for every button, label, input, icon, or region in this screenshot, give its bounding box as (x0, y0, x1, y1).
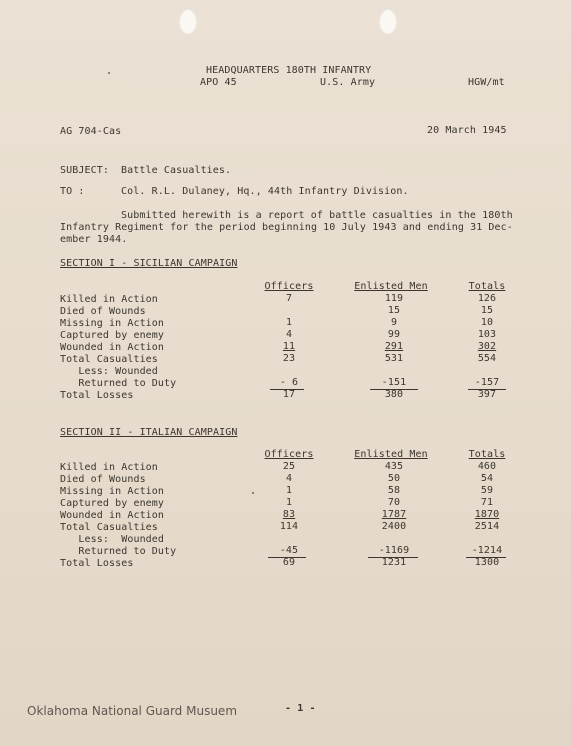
row-label: Killed in Action (60, 462, 158, 473)
cell-officers: 23 (282, 353, 296, 364)
cell-totals: 2514 (474, 521, 500, 532)
cell-enlisted: 380 (384, 389, 404, 400)
cell-totals: 71 (480, 497, 494, 508)
column-header-enlisted: Enlisted Men (354, 281, 428, 292)
punch-hole-right (379, 8, 397, 34)
row-label: Wounded in Action (60, 342, 165, 353)
cell-totals: 54 (480, 473, 494, 484)
cell-officers: -45 (279, 545, 299, 556)
cell-totals: 59 (480, 485, 494, 496)
cell-officers: 114 (279, 521, 299, 532)
cell-totals: 397 (477, 389, 497, 400)
page-number: - 1 - (285, 703, 316, 714)
cell-enlisted: 70 (387, 497, 401, 508)
row-label: Captured by enemy (60, 330, 165, 341)
cell-totals: 1300 (474, 557, 500, 568)
cell-enlisted: 58 (387, 485, 401, 496)
cell-officers: 1 (285, 497, 293, 508)
file-reference: AG 704-Cas (60, 126, 122, 137)
cell-officers: 25 (282, 461, 296, 472)
column-header-totals: Totals (468, 281, 506, 292)
cell-officers: - 6 (279, 377, 299, 388)
letterhead-army: U.S. Army (320, 77, 376, 88)
row-label: Died of Wounds (60, 306, 146, 317)
row-label: Returned to Duty (60, 378, 177, 389)
cell-officers: 7 (285, 293, 293, 304)
row-label: Killed in Action (60, 294, 158, 305)
subject-text: Battle Casualties. (121, 165, 232, 176)
cell-officers: 4 (285, 329, 293, 340)
ink-speck (252, 492, 254, 494)
to-text: Col. R.L. Dulaney, Hq., 44th Infantry Division. (121, 186, 409, 197)
cell-enlisted: -151 (381, 377, 407, 388)
section-title: SECTION II - ITALIAN CAMPAIGN (60, 427, 238, 438)
row-label: Total Losses (60, 558, 134, 569)
cell-officers: 1 (285, 317, 293, 328)
row-label: Total Casualties (60, 354, 158, 365)
cell-enlisted: 1787 (381, 509, 407, 520)
cell-enlisted: 99 (387, 329, 401, 340)
column-header-officers: Officers (264, 281, 314, 292)
punch-hole-left (179, 8, 197, 34)
cell-officers: 69 (282, 557, 296, 568)
column-header-totals: Totals (468, 449, 506, 460)
cell-totals: -157 (474, 377, 500, 388)
column-header-enlisted: Enlisted Men (354, 449, 428, 460)
body-line-3: ember 1944. (60, 234, 128, 245)
cell-officers: 83 (282, 509, 296, 520)
cell-enlisted: 531 (384, 353, 404, 364)
cell-enlisted: 1231 (381, 557, 407, 568)
cell-officers: 11 (282, 341, 296, 352)
row-label: Returned to Duty (60, 546, 177, 557)
letterhead-initials: HGW/mt (468, 77, 505, 88)
cell-totals: 15 (480, 305, 494, 316)
cell-totals: 10 (480, 317, 494, 328)
letterhead-unit: HEADQUARTERS 180TH INFANTRY (206, 65, 372, 76)
cell-totals: 1870 (474, 509, 500, 520)
body-line-2: Infantry Regiment for the period beginning 10 July 1943 and ending 31 Dec- (60, 222, 513, 233)
column-header-officers: Officers (264, 449, 314, 460)
cell-enlisted: -1169 (378, 545, 410, 556)
cell-totals: 460 (477, 461, 497, 472)
cell-totals: 126 (477, 293, 497, 304)
cell-enlisted: 2400 (381, 521, 407, 532)
row-label: Died of Wounds (60, 474, 146, 485)
row-label: Total Casualties (60, 522, 158, 533)
row-label: Less: Wounded (60, 366, 158, 377)
row-label: Missing in Action (60, 318, 165, 329)
document-date: 20 March 1945 (427, 125, 507, 136)
subject-label: SUBJECT: (60, 165, 109, 176)
cell-enlisted: 435 (384, 461, 404, 472)
row-label: Total Losses (60, 390, 134, 401)
cell-totals: 302 (477, 341, 497, 352)
cell-totals: 103 (477, 329, 497, 340)
cell-enlisted: 50 (387, 473, 401, 484)
watermark: Oklahoma National Guard Musuem (27, 704, 238, 718)
row-label: Missing in Action (60, 486, 165, 497)
to-label: TO : (60, 186, 85, 197)
cell-officers: 17 (282, 389, 296, 400)
row-label: Captured by enemy (60, 498, 165, 509)
cell-enlisted: 291 (384, 341, 404, 352)
cell-officers: 4 (285, 473, 293, 484)
letterhead-apo: APO 45 (200, 77, 237, 88)
cell-enlisted: 15 (387, 305, 401, 316)
cell-enlisted: 9 (390, 317, 398, 328)
section-title: SECTION I - SICILIAN CAMPAIGN (60, 258, 238, 269)
ink-speck (108, 72, 110, 74)
cell-totals: -1214 (471, 545, 503, 556)
row-label: Wounded in Action (60, 510, 165, 521)
cell-enlisted: 119 (384, 293, 404, 304)
body-line-1: Submitted herewith is a report of battle casualties in the 180th (121, 210, 513, 221)
cell-totals: 554 (477, 353, 497, 364)
row-label: Less: Wounded (60, 534, 165, 545)
cell-officers: 1 (285, 485, 293, 496)
